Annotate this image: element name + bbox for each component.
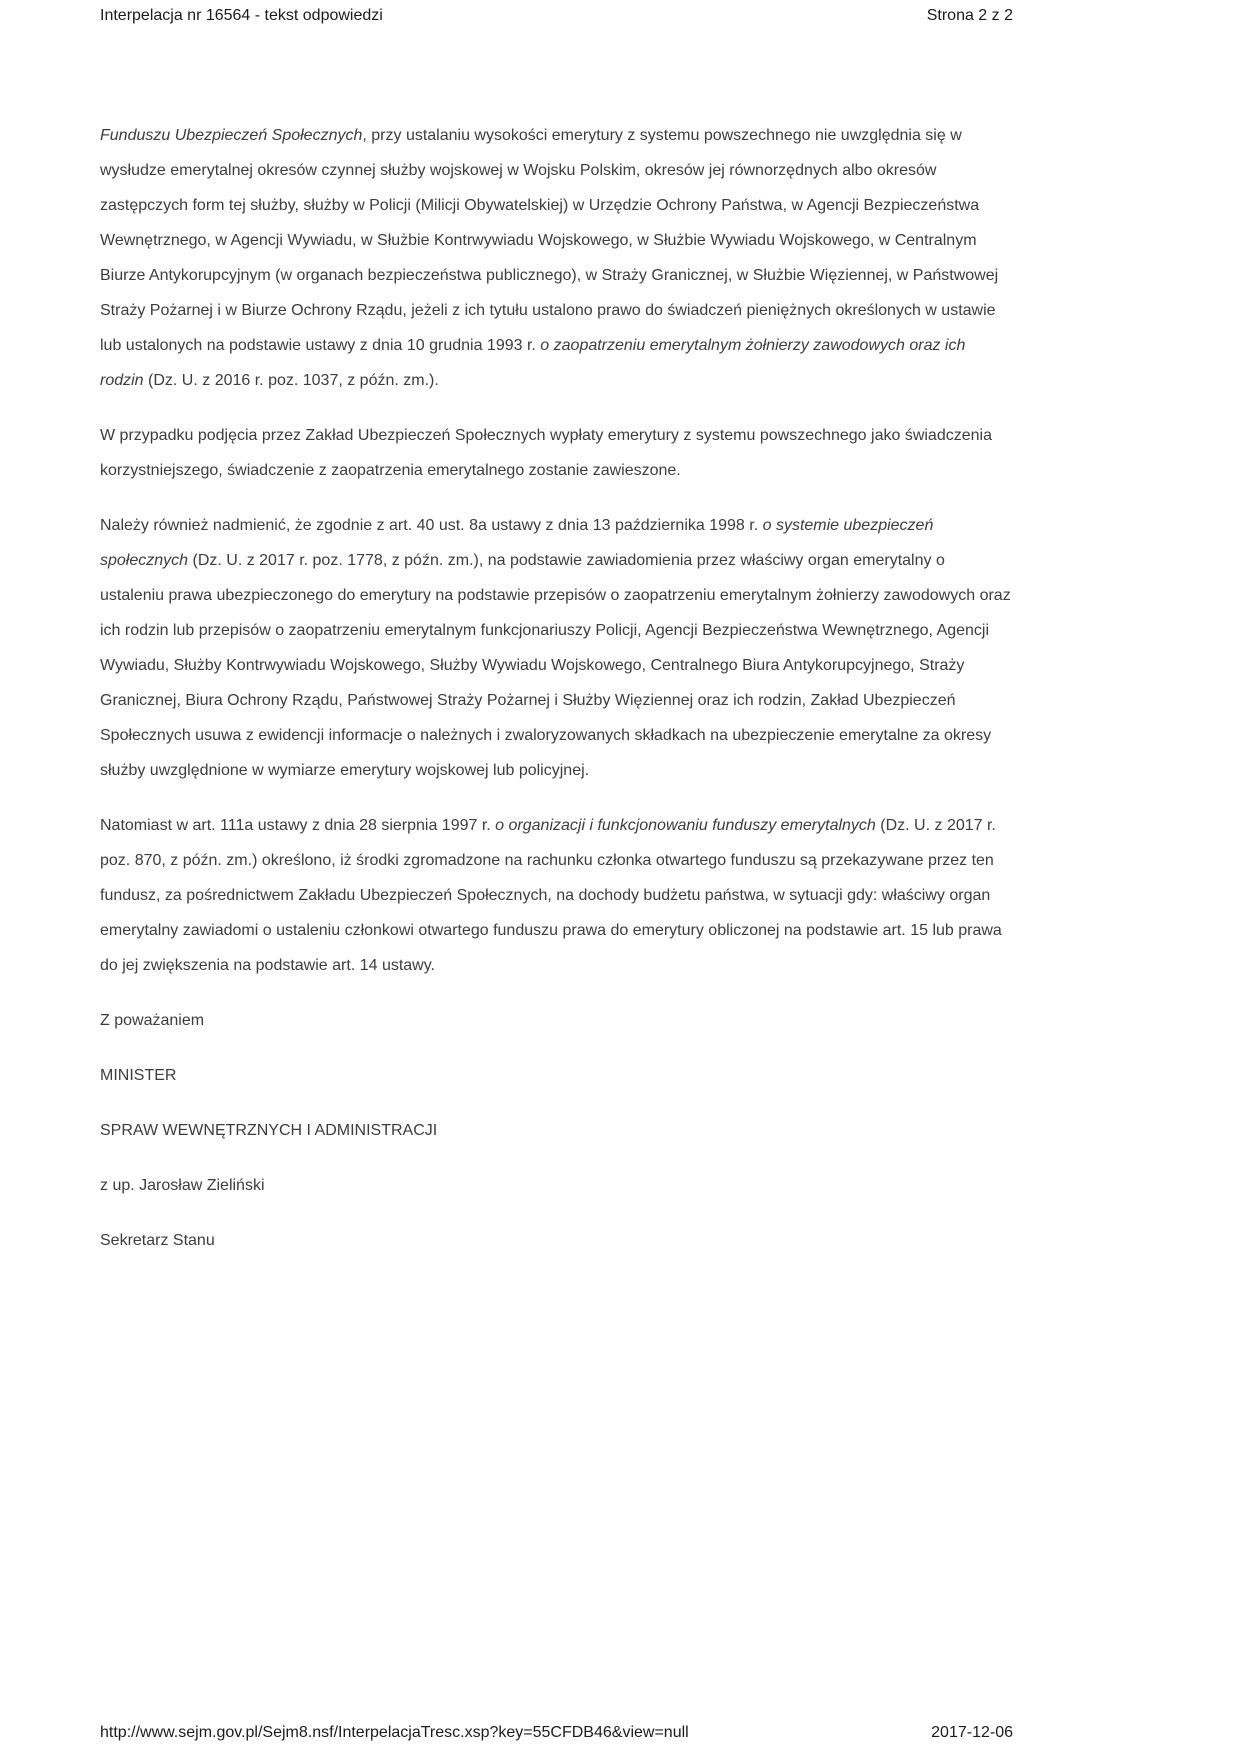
text-run: MINISTER bbox=[100, 1067, 177, 1084]
text-run-italic: o systemie ubezpieczeń społecznych bbox=[100, 517, 934, 569]
text-run: (Dz. U. z 2017 r. poz. 870, z późn. zm.) określono, iż środki zgromadzone na rachunku członka otwartego funduszu są przekazywane przez ten fundusz, za pośrednictwem Zakładu Ubezpieczeń Społecznych, na dochody budżetu państwa, w sytuacji gdy: właściwy organ emerytalny zawiadomi o ustaleniu członkowi otwartego funduszu prawa do emerytury obliczonej na podstawie art. 15 lub prawa do jej zwiększenia na podstawie art. 14 ustawy. bbox=[100, 817, 1002, 974]
text-run: W przypadku podjęcia przez Zakład Ubezpieczeń Społecznych wypłaty emerytury z systemu powszechnego jako świadczenia korzystniejszego, świadczenie z zaopatrzenia emerytalnego zostanie zawieszone. bbox=[100, 427, 992, 479]
signature-line-4 bbox=[100, 1168, 1013, 1203]
text-run-italic: o organizacji i funkcjonowaniu funduszy emerytalnych bbox=[495, 817, 876, 834]
signature-line-1 bbox=[100, 1003, 1013, 1038]
paragraph-2 bbox=[100, 418, 1013, 488]
text-run: , przy ustalaniu wysokości emerytury z systemu powszechnego nie uwzględnia się w wysłudze emerytalnej okresów czynnej służby wojskowej w Wojsku Polskim, okresów jej równorzędnych albo okresów zastępczych form tej służby, służby w Policji (Milicji Obywatelskiej) w Urzędzie Ochrony Państwa, w Agencji Bezpieczeństwa Wewnętrznego, w Agencji Wywiadu, w Służbie Kontrwywiadu Wojskowego, w Służbie Wywiadu Wojskowego, w Centralnym Biurze Antykorupcyjnym (w organach bezpieczeństwa publicznego), w Straży Granicznej, w Służbie Więziennej, w Państwowej Straży Pożarnej i w Biurze Ochrony Rządu, jeżeli z ich tytułu ustalono prawo do świadczeń pieniężnych określonych w ustawie lub ustalonych na podstawie ustawy z dnia 10 grudnia 1993 r. bbox=[100, 127, 999, 354]
text-run-italic: o zaopatrzeniu emerytalnym żołnierzy zawodowych oraz ich rodzin bbox=[100, 337, 966, 389]
text-run: SPRAW WEWNĘTRZNYCH I ADMINISTRACJI bbox=[100, 1122, 438, 1139]
text-run: Natomiast w art. 111a ustawy z dnia 28 sierpnia 1997 r. bbox=[100, 817, 496, 834]
text-run: (Dz. U. z 2016 r. poz. 1037, z późn. zm.). bbox=[143, 372, 439, 389]
footer-print-date: 2017-12-06 bbox=[931, 1724, 1013, 1741]
header-title: Interpelacja nr 16564 - tekst odpowiedzi bbox=[100, 7, 383, 24]
paragraph-4 bbox=[100, 808, 1013, 983]
page-footer bbox=[100, 1724, 1013, 1742]
page-header bbox=[100, 5, 1013, 27]
paragraph-1 bbox=[100, 118, 1013, 398]
footer-source-url: http://www.sejm.gov.pl/Sejm8.nsf/InterpelacjaTresc.xsp?key=55CFDB46&view=null bbox=[100, 1724, 689, 1741]
header-page-indicator: Strona 2 z 2 bbox=[926, 7, 1013, 24]
signature-line-2 bbox=[100, 1058, 1013, 1093]
text-run: z up. Jarosław Zieliński bbox=[100, 1177, 265, 1194]
text-run: (Dz. U. z 2017 r. poz. 1778, z późn. zm.), na podstawie zawiadomienia przez właściwy organ emerytalny o ustaleniu prawa ubezpieczonego do emerytury na podstawie przepisów o zaopatrzeniu emerytalnym żołnierzy zawodowych oraz ich rodzin lub przepisów o zaopatrzeniu emerytalnym funkcjonariuszy Policji, Agencji Bezpieczeństwa Wewnętrznego, Agencji Wywiadu, Służby Kontrwywiadu Wojskowego, Służby Wywiadu Wojskowego, Centralnego Biura Antykorupcyjnego, Straży Granicznej, Biura Ochrony Rządu, Państwowej Straży Pożarnej i Służby Więziennej oraz ich rodzin, Zakład Ubezpieczeń Społecznych usuwa z ewidencji informacje o należnych i zwaloryzowanych składkach na ubezpieczenie emerytalne za okresy służby uwzględnione w wymiarze emerytury wojskowej lub policyjnej. bbox=[100, 552, 1011, 779]
document-body bbox=[100, 118, 1013, 1278]
text-run: Należy również nadmienić, że zgodnie z art. 40 ust. 8a ustawy z dnia 13 października 1998 r. bbox=[100, 517, 763, 534]
paragraph-3 bbox=[100, 508, 1013, 788]
signature-line-3 bbox=[100, 1113, 1013, 1148]
text-run-italic: Funduszu Ubezpieczeń Społecznych bbox=[100, 127, 363, 144]
text-run: Z poważaniem bbox=[100, 1012, 205, 1029]
text-run: Sekretarz Stanu bbox=[100, 1232, 215, 1249]
signature-line-5 bbox=[100, 1223, 1013, 1258]
